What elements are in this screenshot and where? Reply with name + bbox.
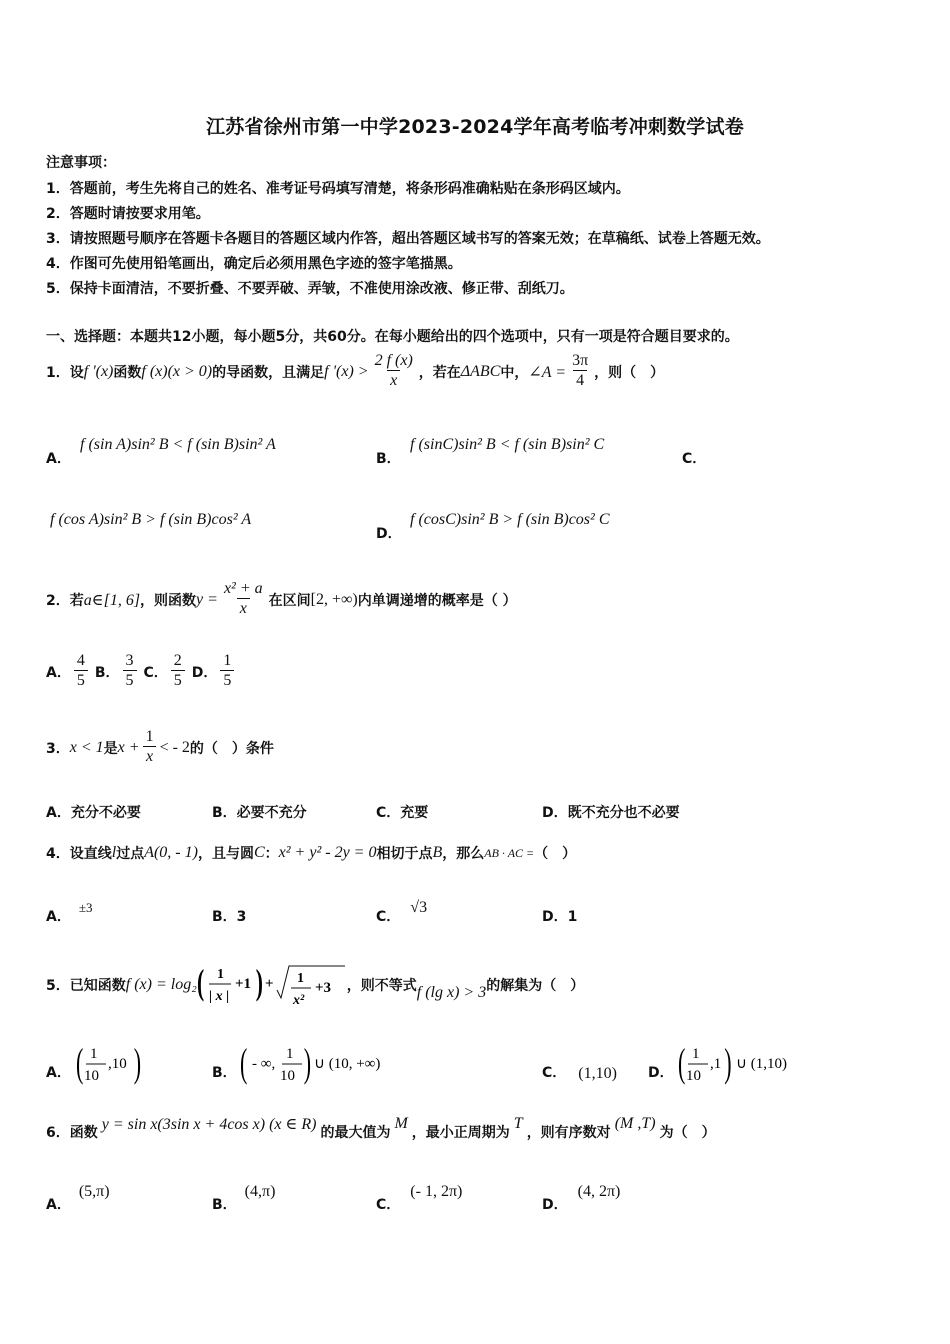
q3-option-d: D．既不充分也不必要 [542, 805, 680, 821]
log-argument-expression [197, 958, 347, 1012]
section-heading: 一、选择题：本题共12小题，每小题5分，共60分。在每小题给出的四个选项中，只有一项是符合题目要求的。 [46, 329, 739, 345]
svg-text:∪ (1,10): ∪ (1,10) [736, 1056, 787, 1072]
q5-option-d [678, 1040, 808, 1086]
q1-option-b-label: B． [376, 451, 401, 467]
inequality-fraction: $\frac{2 f (x)}{x}$ [374, 352, 413, 389]
q2-options: A． $\frac{4}{5}$ B． $\frac{3}{5}$ C． $\frac{2}{5}$ D． $\frac{1}{5}$ [46, 652, 237, 691]
svg-text:| x |: | x | [208, 989, 229, 1004]
q1-option-a-label: A． [46, 451, 71, 467]
svg-text:+: + [264, 976, 274, 992]
q4-option-c: C． √3 [376, 899, 428, 925]
note-item: 2．答题时请按要求用笔。 [46, 206, 210, 222]
notes-heading: 注意事项： [46, 155, 116, 171]
q2-option-c: $\frac{2}{5}$ [171, 652, 185, 691]
q4-option-b: B．3 [212, 909, 247, 925]
svg-text:): ) [303, 1040, 312, 1085]
svg-text:,10: ,10 [108, 1056, 127, 1072]
note-item: 1．答题前，考生先将自己的姓名、准考证号码填写清楚，将条形码准确粘贴在条形码区域内。 [46, 181, 630, 197]
svg-text:1: 1 [90, 1046, 98, 1062]
svg-text:1: 1 [286, 1046, 294, 1062]
question-4: 4．设直线 l 过点 A(0, - 1) ，且与圆 C ： x² + y² - 2y = 0 相切于点 B ，那么 AB · AC = （ ） [46, 844, 577, 862]
svg-text:(: ( [678, 1040, 686, 1085]
q1-option-d: f (cosC)sin² B > f (sin B)cos² C [410, 511, 610, 528]
svg-text:10: 10 [84, 1068, 99, 1084]
q1-option-a: f (sin A)sin² B < f (sin B)sin² A [80, 436, 276, 453]
svg-text:(: ( [76, 1040, 84, 1085]
question-1: 1．设 f '(x) 函数 f (x)(x > 0) 的导函数，且满足 f '(x) > $\frac{2 f (x)}{x}$ ，若在 ΔABC 中， ∠A = $\frac{3\pi}{4}$ ，则（ ） [46, 352, 665, 389]
q2-option-a: $\frac{4}{5}$ [74, 652, 88, 691]
svg-text:+1: +1 [234, 976, 251, 992]
svg-text:): ) [724, 1040, 732, 1085]
q4-option-a: A． ±3 [46, 900, 93, 925]
q5-option-a-label: A． [46, 1065, 71, 1081]
svg-text:(: ( [196, 963, 204, 1003]
angle-fraction: $\frac{3\pi}{4}$ [572, 352, 589, 389]
svg-text:x²: x² [292, 993, 304, 1008]
q5-option-d-label: D． [648, 1065, 674, 1081]
q3-option-b: B．必要不充分 [212, 805, 307, 821]
q5-option-c: C． (1,10) [542, 1065, 617, 1082]
svg-text:10: 10 [686, 1068, 701, 1084]
q4-option-d: D．1 [542, 909, 578, 925]
svg-text:1: 1 [216, 967, 224, 982]
question-2: 2．若 a∈[1, 6] ，则函数 y = $\frac{\text{x² + a}}{x}$ 在区间 [2, +∞) 内单调递增的概率是（ ） [46, 580, 517, 617]
svg-text:,1: ,1 [710, 1056, 722, 1072]
question-3: 3． x < 1 是 x + $\frac{1}{x}$ < - 2 的（ ）条件 [46, 728, 274, 765]
question-5: 5．已知函数 f (x) = log₂ ( 1 | x | +1 ) + 1 x² +3 ，则不等式 f (lg x) > 3 的解集为（ ） [46, 958, 584, 1012]
svg-text:1: 1 [692, 1046, 700, 1062]
svg-text:∪ (10, +∞): ∪ (10, +∞) [314, 1056, 381, 1072]
q1-option-c-label: C． [682, 451, 707, 467]
q1-option-d-label: D． [376, 526, 402, 542]
note-item: 3．请按照题号顺序在答题卡各题目的答题区域内作答，超出答题区域书写的答案无效；在草稿纸、试卷上答题无效。 [46, 231, 770, 247]
note-item: 4．作图可先使用铅笔画出，确定后必须用黑色字迹的签字笔描黑。 [46, 256, 462, 272]
page-title: 江苏省徐州市第一中学2023-2024学年高考临考冲刺数学试卷 [206, 116, 744, 138]
svg-text:- ∞,: - ∞, [252, 1056, 276, 1072]
reciprocal-fraction: $\frac{1}{x}$ [143, 728, 157, 767]
q3-option-a: A．充分不必要 [46, 805, 141, 821]
q2-option-b: $\frac{3}{5}$ [123, 652, 137, 691]
q5-option-b [240, 1040, 400, 1086]
q2-option-d: $\frac{1}{5}$ [220, 652, 234, 691]
svg-text:): ) [255, 963, 263, 1003]
q6-option-c: C． (- 1, 2π) [376, 1183, 463, 1213]
q1-option-b: f (sinC)sin² B < f (sin B)sin² C [410, 436, 605, 453]
q6-option-a: A． (5,π) [46, 1183, 110, 1213]
svg-text:10: 10 [280, 1068, 295, 1084]
svg-text:1: 1 [296, 971, 304, 986]
function-fraction: $\frac{\text{x² + a}}{x}$ [223, 580, 263, 617]
q6-option-b: B． (4,π) [212, 1183, 276, 1213]
q6-option-d: D． (4, 2π) [542, 1183, 621, 1213]
q3-option-c: C．充要 [376, 805, 429, 821]
q5-option-a [76, 1040, 146, 1086]
q1-option-c: f (cos A)sin² B > f (sin B)cos² A [50, 511, 252, 528]
svg-text:): ) [133, 1040, 142, 1085]
q5-option-b-label: B． [212, 1065, 237, 1081]
note-item: 5．保持卡面清洁，不要折叠、不要弄破、弄皱，不准使用涂改液、修正带、刮纸刀。 [46, 281, 574, 297]
svg-text:(: ( [240, 1040, 248, 1085]
question-6: 6．函数 y = sin x(3sin x + 4cos x) (x ∈ R) 的最大值为 M ，最小正周期为 T ，则有序数对 (M ,T) 为（ ） [46, 1115, 716, 1141]
svg-text:+3: +3 [314, 980, 331, 996]
